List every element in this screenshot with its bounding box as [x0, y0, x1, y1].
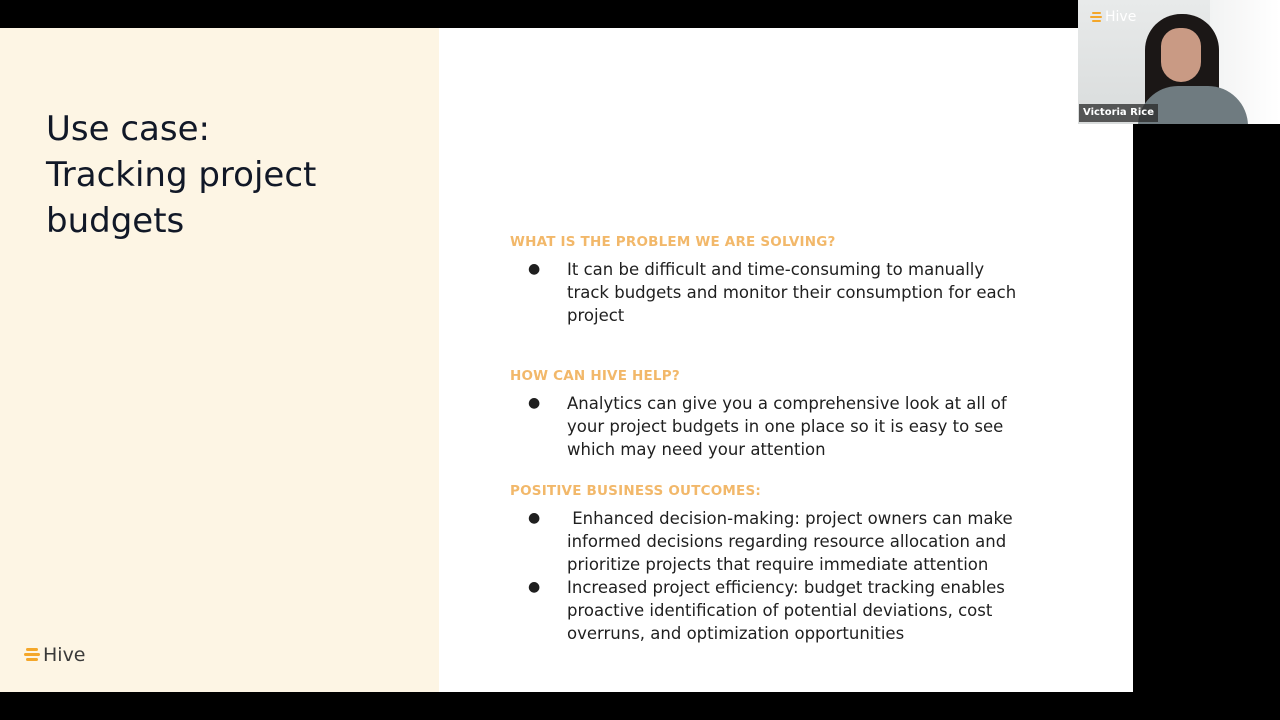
presentation-slide: [0, 28, 1133, 692]
bullet-item: [510, 576, 1020, 645]
problem-section: [510, 234, 1020, 327]
bullet-dot-icon: ●: [528, 395, 541, 411]
bullet-list: [510, 507, 1020, 645]
bullet-text: Analytics can give you a comprehensive look at all of your project budgets in one place so it is easy to see which may need your attention: [567, 394, 1007, 459]
video-brand-logo: [1090, 9, 1136, 25]
hive-logo-icon: [1090, 12, 1102, 23]
slide-brand-logo: [24, 644, 86, 666]
brand-name: Hive: [43, 644, 86, 666]
hive-logo-icon: [24, 648, 40, 662]
participant-face: [1161, 28, 1201, 82]
bullet-dot-icon: ●: [528, 510, 541, 526]
section-heading: WHAT IS THE PROBLEM WE ARE SOLVING?: [510, 234, 836, 250]
slide-title-line: budgets: [46, 201, 185, 241]
bullet-item: [510, 258, 1020, 327]
slide-title-line: Use case:: [46, 109, 210, 149]
section-heading: HOW CAN HIVE HELP?: [510, 368, 680, 384]
section-heading: POSITIVE BUSINESS OUTCOMES:: [510, 483, 761, 499]
bullet-dot-icon: ●: [528, 579, 541, 595]
bullet-list: [510, 392, 1020, 461]
slide-title-line: Tracking project: [46, 155, 317, 195]
slide-title: [46, 106, 426, 244]
help-section: [510, 368, 1020, 461]
bullet-text: It can be difficult and time-consuming to manually track budgets and monitor their consumption for each project: [567, 260, 1017, 325]
participant-video-tile[interactable]: [1078, 0, 1280, 124]
participant-name-label: Victoria Rice: [1079, 104, 1158, 122]
bullet-list: [510, 258, 1020, 327]
outcomes-section: [510, 483, 1020, 645]
bullet-item: [510, 507, 1020, 576]
bullet-text: Increased project efficiency: budget tracking enables proactive identification of potential deviations, cost overruns, and optimization opportunities: [567, 578, 1005, 643]
slide-left-panel: [0, 28, 439, 692]
brand-name: Hive: [1105, 9, 1137, 25]
bullet-item: [510, 392, 1020, 461]
bullet-text: Enhanced decision-making: project owners can make informed decisions regarding resource allocation and prioritize projects that require immediate attention: [567, 509, 1018, 574]
bullet-dot-icon: ●: [528, 261, 541, 277]
